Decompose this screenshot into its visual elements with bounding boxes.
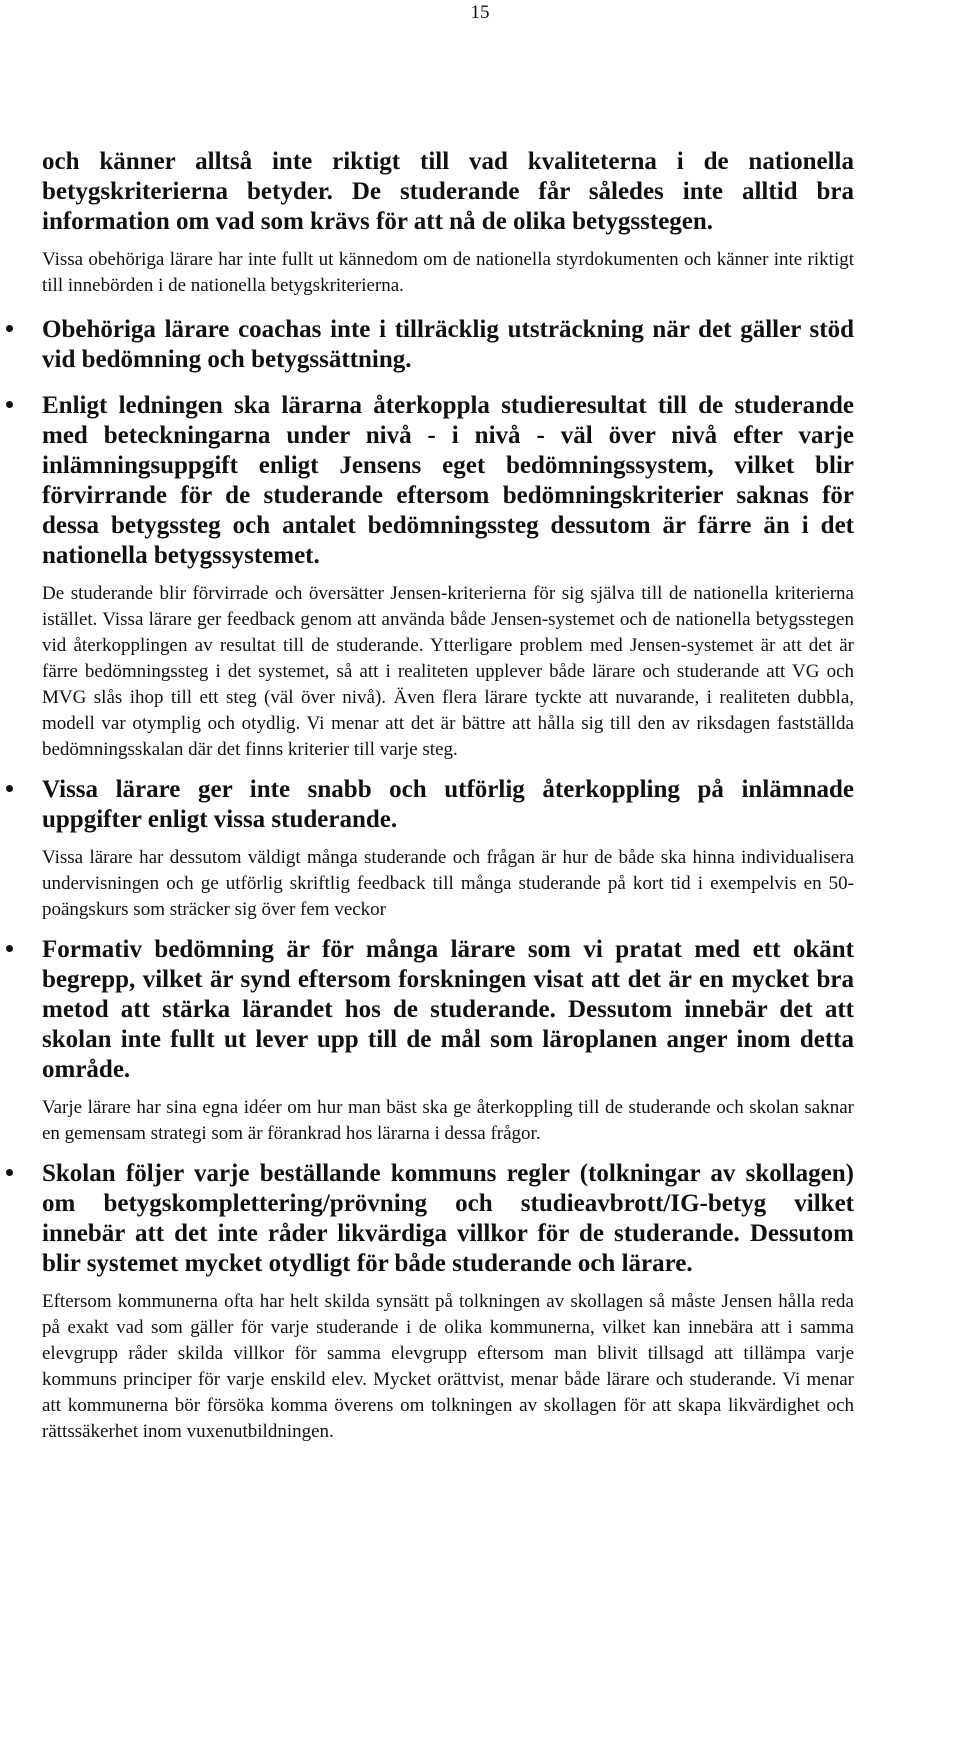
page-number: 15: [470, 2, 490, 23]
bullet-4-heading: Formativ bedömning är för många lärare som vi pratat med ett okänt begrepp, vilket är synd eftersom forskningen visat att det är en mycket bra metod att stärka lärandet hos de studerande. Dessutom innebär det att skolan inte fullt ut lever upp till de mål som läroplanen anger inom detta område.: [42, 936, 854, 1083]
intro-bold-paragraph: och känner alltså inte riktigt till vad kvaliteterna i de nationella betygskriterierna betyder. De studerande får således inte alltid bra information om vad som krävs för att nå de olika betygsstegen.: [42, 148, 854, 235]
bullet-2-heading: Enligt ledningen ska lärarna återkoppla studieresultat till de studerande med beteckningarna under nivå - i nivå - väl över nivå efter varje inlämningsuppgift enligt Jensens eget bedömningssystem, vilket blir förvirrande för de studerande eftersom bedömningskriterier saknas för dessa betygssteg och antalet bedömningssteg dessutom är färre än i det nationella betygssystemet.: [42, 392, 854, 569]
bullet-5-heading: Skolan följer varje beställande kommuns regler (tolkningar av skollagen) om betygskomplettering/prövning och studieavbrott/IG-betyg vilket innebär att det inte råder likvärdiga villkor för de studerande. Dessutom blir systemet mycket otydligt för både studerande och lärare.: [42, 1160, 854, 1277]
bullet-1-heading: Obehöriga lärare coachas inte i tillräcklig utsträckning när det gäller stöd vid bedömning och betygssättning.: [42, 316, 854, 373]
bullet-icon: [6, 401, 13, 408]
bullet-icon: [6, 1169, 13, 1176]
bullet-icon: [6, 785, 13, 792]
bullet-5-body: Eftersom kommunerna ofta har helt skilda synsätt på tolkningen av skollagen så måste Jensen hålla reda på exakt vad som gäller för varje studerande i de olika kommunerna, vilket kan innebära att i samma elevgrupp råder skilda villkor för samma elevgrupp eftersom man blivit tillsagd att tillämpa varje kommuns principer för varje enskild elev. Mycket orättvist, menar både lärare och studerande. Vi menar att kommunerna bör försöka komma överens om tolkningen av skollagen för att skapa likvärdighet och rättssäkerhet inom vuxenutbildningen.: [42, 1291, 854, 1442]
intro-body-paragraph: Vissa obehöriga lärare har inte fullt ut kännedom om de nationella styrdokumenten och känner inte riktigt till innebörden i de nationella betygskriterierna.: [42, 249, 854, 296]
bullet-item-2: [42, 391, 854, 571]
bullet-item-1: [42, 315, 854, 375]
bullet-4-body: Varje lärare har sina egna idéer om hur man bäst ska ge återkoppling till de studerande och skolan saknar en gemensam strategi som är förankrad hos lärarna i dessa frågor.: [42, 1097, 854, 1144]
bullet-icon: [6, 325, 13, 332]
bullet-item-3: [42, 775, 854, 835]
bullet-item-5: [42, 1159, 854, 1279]
bullet-3-body: Vissa lärare har dessutom väldigt många studerande och frågan är hur de både ska hinna individualisera undervisningen och ge utförlig skriftlig feedback till många studerande på kort tid i exempelvis en 50-poängskurs som sträcker sig över fem veckor: [42, 847, 854, 920]
bullet-icon: [6, 945, 13, 952]
bullet-3-heading: Vissa lärare ger inte snabb och utförlig återkoppling på inlämnade uppgifter enligt vissa studerande.: [42, 776, 854, 833]
bullet-item-4: [42, 935, 854, 1085]
document-body: [42, 147, 854, 1445]
bullet-2-body: De studerande blir förvirrade och översätter Jensen-kriterierna för sig själva till de nationella kriterierna istället. Vissa lärare ger feedback genom att använda både Jensen-systemet och de nationella betygsstegen vid återkopplingen av resultat till de studerande. Ytterligare problem med Jensen-systemet är att det är färre bedömningssteg i det systemet, så att i realiteten upplever både lärare och studerande att VG och MVG slås ihop till ett steg (väl över nivå). Även flera lärare tyckte att nuvarande, i realiteten dubbla, modell var otymplig och otydlig. Vi menar att det är bättre att hålla sig till den av riksdagen fastställda bedömningsskalan där det finns kriterier till varje steg.: [42, 583, 854, 760]
